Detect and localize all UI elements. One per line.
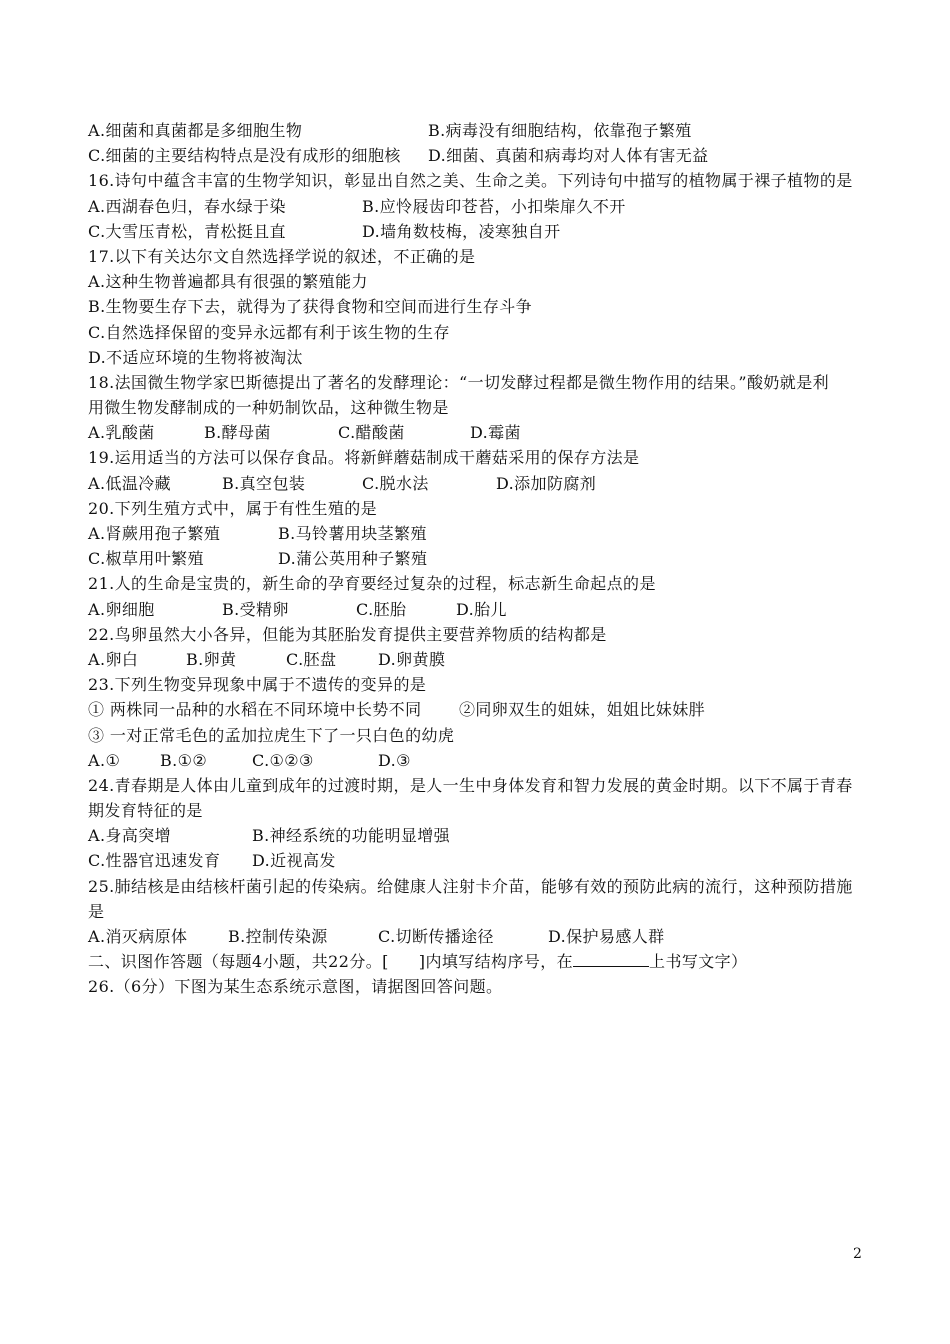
q19-options-row	[88, 471, 888, 496]
q15-options-row-2	[88, 143, 888, 168]
q23-options-row	[88, 748, 888, 773]
exam-content	[88, 118, 888, 1000]
q24-option-d: D.近视高发	[252, 851, 336, 871]
q23-statement-2: ②同卵双生的姐妹，姐姐比妹妹胖	[459, 700, 706, 720]
q15-option-d: D.细菌、真菌和病毒均对人体有害无益	[428, 146, 709, 166]
q24-option-c: C.性器官迅速发育	[88, 851, 221, 871]
q21-option-a: A.卵细胞	[88, 599, 155, 619]
q21-option-b: B.受精卵	[222, 599, 289, 619]
q25-option-b: B.控制传染源	[228, 927, 328, 946]
page-number: 2	[853, 1246, 862, 1262]
q21-stem: 21.人的生命是宝贵的，新生命的孕育要经过复杂的过程，标志新生命起点的是	[88, 574, 656, 594]
q22-options-row	[88, 647, 888, 672]
q21-options-row	[88, 597, 888, 622]
q21-option-d: D.胎儿	[456, 599, 507, 619]
q18-option-c: C.醋酸菌	[338, 423, 405, 443]
q20-option-b: B.马铃薯用块茎繁殖	[278, 524, 427, 543]
q17-option-c: C.自然选择保留的变异永远都有利于该生物的生存	[88, 322, 450, 342]
q25-stem-line-2: 是	[88, 901, 105, 921]
q24-option-b: B.神经系统的功能明显增强	[252, 826, 451, 846]
section-2-heading-part-2: ]内填写结构序号，在	[418, 952, 574, 972]
q23-option-c: C.①②③	[252, 750, 314, 770]
q22-option-d: D.卵黄膜	[378, 649, 446, 669]
q18-stem-line-1: 18.法国微生物学家巴斯德提出了著名的发酵理论：“一切发酵过程都是微生物作用的结果。”酸奶就是利	[88, 372, 830, 392]
q23-option-d: D.③	[378, 750, 411, 770]
q24-options-row-2	[88, 848, 888, 873]
q19-stem: 19.运用适当的方法可以保存食品。将新鲜蘑菇制成干蘑菇采用的保存方法是	[88, 448, 640, 468]
q25-option-a: A.消灭病原体	[88, 927, 188, 946]
q15-option-c: C.细菌的主要结构特点是没有成形的细胞核	[88, 146, 401, 166]
q18-option-d: D.霉菌	[470, 423, 521, 443]
q23-option-a: A.①	[88, 750, 121, 770]
q22-option-b: B.卵黄	[186, 649, 237, 669]
q17-option-b: B.生物要生存下去，就得为了获得食物和空间而进行生存斗争	[88, 297, 533, 317]
q19-option-a: A.低温冷藏	[88, 473, 172, 493]
q16-option-b: B.应怜屐齿印苍苔，小扣柴扉久不开	[362, 196, 626, 216]
q17-stem: 17.以下有关达尔文自然选择学说的叙述，不正确的是	[88, 246, 476, 266]
q20-option-a: A.肾蕨用孢子繁殖	[88, 524, 221, 543]
q20-options-row-1	[88, 521, 888, 546]
q19-option-d: D.添加防腐剂	[496, 473, 597, 493]
q23-stem: 23.下列生物变异现象中属于不遗传的变异的是	[88, 675, 427, 695]
q25-options-row	[88, 924, 888, 949]
q17-option-d: D.不适应环境的生物将被淘汰	[88, 347, 303, 367]
q16-stem: 16.诗句中蕴含丰富的生物学知识，彰显出自然之美、生命之美。下列诗句中描写的植物属于裸子植物的是	[88, 171, 853, 191]
q18-option-a: A.乳酸菌	[88, 423, 155, 443]
q16-option-a: A.西湖春色归，春水绿于染	[88, 196, 286, 216]
q20-options-row-2	[88, 546, 888, 571]
q23-statements-row-1	[88, 697, 888, 722]
q22-stem: 22.鸟卵虽然大小各异，但能为其胚胎发育提供主要营养物质的结构都是	[88, 624, 607, 644]
q16-options-row-1	[88, 194, 888, 219]
q15-option-a: A.细菌和真菌都是多细胞生物	[88, 121, 303, 140]
q24-stem-line-2: 期发育特征的是	[88, 801, 203, 821]
q24-option-a: A.身高突增	[88, 826, 172, 846]
section-2-heading-part-3: 上书写文字）	[649, 952, 748, 972]
q16-option-c: C.大雪压青松，青松挺且直	[88, 221, 286, 241]
q24-stem-line-1: 24.青春期是人体由儿童到成年的过渡时期，是人一生中身体发育和智力发展的黄金时期。以下不属于青春	[88, 775, 853, 795]
q25-stem-line-1: 25.肺结核是由结核杆菌引起的传染病。给健康人注射卡介苗，能够有效的预防此病的流行，这种预防措施	[88, 876, 853, 896]
q18-stem-line-2: 用微生物发酵制成的一种奶制饮品，这种微生物是	[88, 398, 449, 418]
q23-option-b: B.①②	[160, 750, 208, 770]
q15-option-b: B.病毒没有细胞结构，依靠孢子繁殖	[428, 121, 692, 140]
q24-options-row-1	[88, 823, 888, 848]
q18-option-b: B.酵母菌	[204, 423, 271, 443]
section-2-heading	[88, 949, 888, 974]
q26-stem: 26.（6分）下图为某生态系统示意图，请据图回答问题。	[88, 977, 503, 997]
q21-option-c: C.胚胎	[356, 599, 407, 619]
q22-option-a: A.卵白	[88, 649, 139, 669]
q17-option-a: A.这种生物普遍都具有很强的繁殖能力	[88, 272, 368, 292]
q23-statement-3: ③ 一对正常毛色的孟加拉虎生下了一只白色的幼虎	[88, 725, 455, 745]
q25-option-c: C.切断传播途径	[378, 927, 494, 946]
q16-options-row-2	[88, 219, 888, 244]
q19-option-b: B.真空包装	[222, 473, 306, 493]
q16-option-d: D.墙角数枝梅，凌寒独自开	[362, 221, 561, 241]
section-2-heading-part-1: 二、识图作答题（每题4小题，共22分。[	[88, 952, 389, 972]
q20-option-c: C.椒草用叶繁殖	[88, 549, 204, 569]
q19-option-c: C.脱水法	[362, 473, 429, 493]
q20-option-d: D.蒲公英用种子繁殖	[278, 549, 428, 569]
underline-blank	[573, 952, 649, 967]
q25-option-d: D.保护易感人群	[548, 927, 665, 946]
q15-options-row-1	[88, 118, 888, 143]
q23-statement-1: ① 两株同一品种的水稻在不同环境中长势不同	[88, 700, 422, 720]
q20-stem: 20.下列生殖方式中，属于有性生殖的是	[88, 498, 378, 518]
q18-options-row	[88, 420, 888, 445]
q22-option-c: C.胚盘	[286, 649, 337, 669]
